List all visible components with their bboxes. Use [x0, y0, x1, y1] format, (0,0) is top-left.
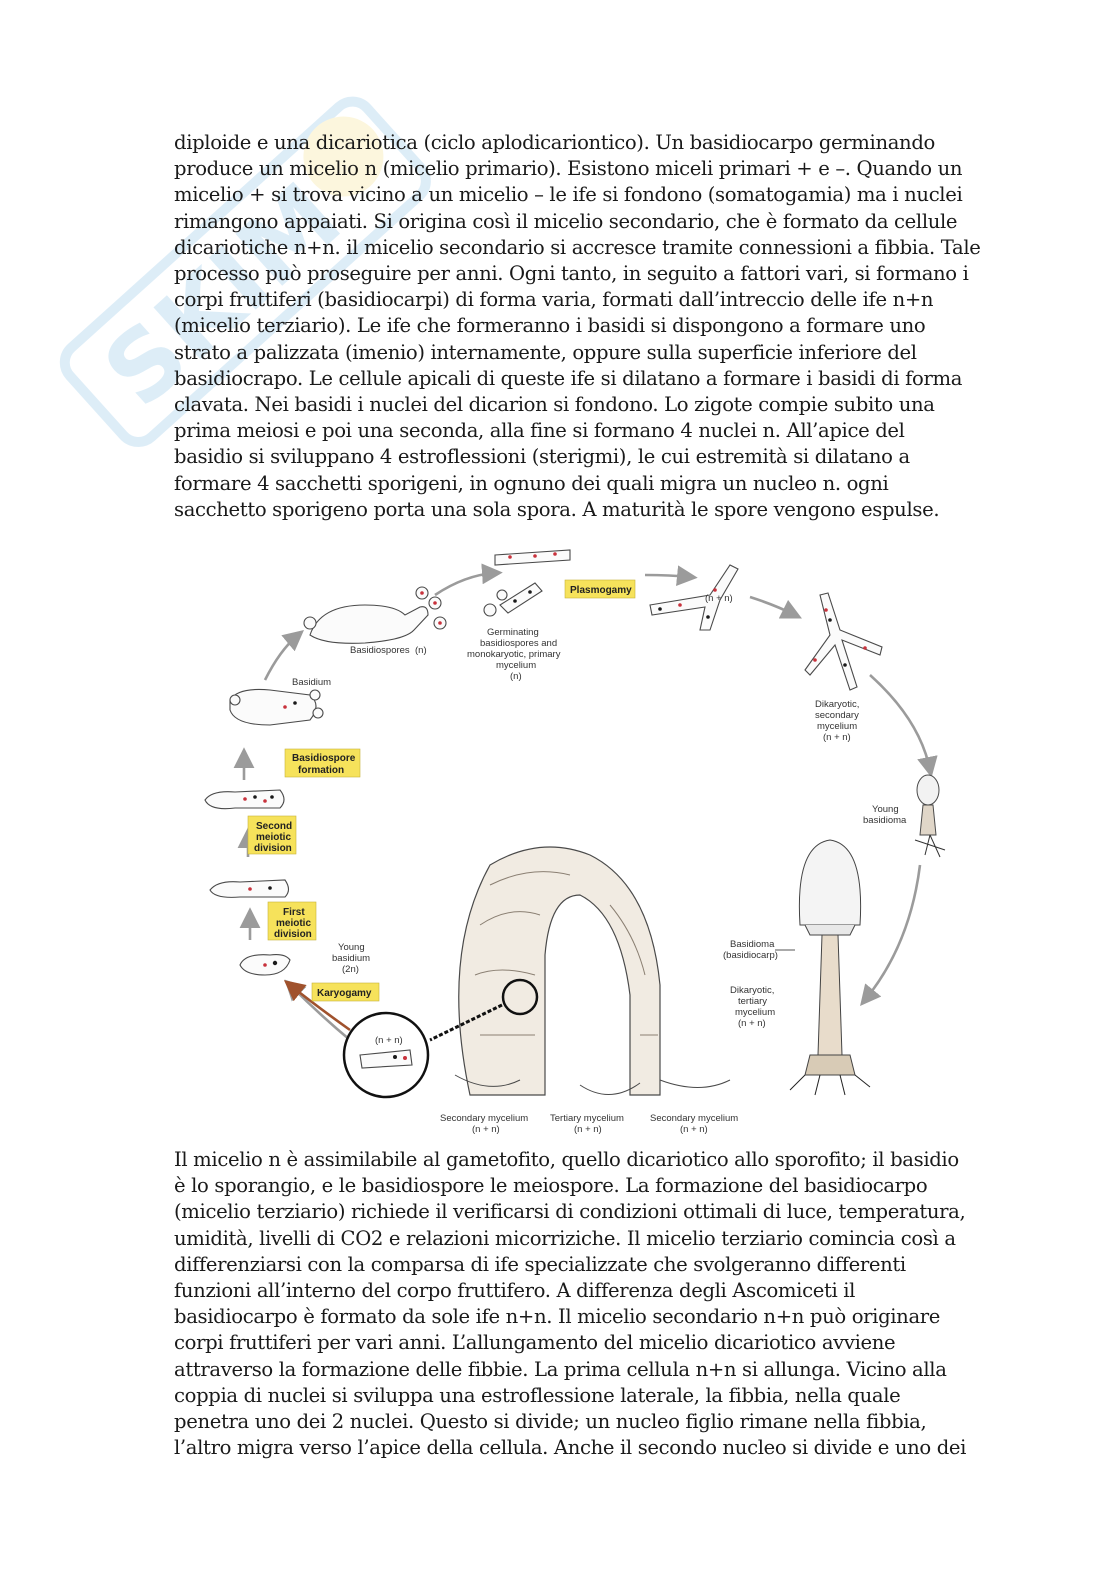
- label-tertiary-1: Dikaryotic,: [730, 985, 775, 996]
- label-dikaryotic-3: mycelium: [817, 721, 858, 732]
- germinating-spores-illustration: [484, 550, 570, 616]
- label-first-meiotic-1: First: [283, 907, 305, 918]
- label-secondary-mycelium-right-ploidy: (n + n): [680, 1124, 708, 1135]
- label-second-meiotic-1: Second: [256, 821, 293, 832]
- label-basidiospores: Basidiospores: [350, 645, 410, 656]
- paragraph-bottom: [174, 1147, 1014, 1461]
- gill-cross-section-illustration: [455, 847, 730, 1095]
- label-young-basidium-1: Young: [338, 942, 365, 953]
- svg-text:SKIM: SKIM: [82, 161, 363, 429]
- text-line: clavata. Nei basidi i nuclei del dicarion si fondono. Lo zigote compie subito una: [174, 393, 935, 417]
- text-line: strato a palizzata (imenio) internamente, oppure sulla superficie inferiore del: [174, 340, 917, 364]
- basidium-illustration: [230, 689, 323, 725]
- mature-basidioma-illustration: [790, 840, 870, 1095]
- label-basidiospore-formation-1: Basidiospore: [292, 753, 356, 764]
- text-line: diploide e una dicariotica (ciclo aplodicariontico). Un basidiocarpo germinando: [174, 131, 935, 154]
- label-secondary-mycelium-left: Secondary mycelium: [440, 1113, 529, 1124]
- text-line: Il micelio n è assimilabile al gametofito, quello dicariotico allo sporofito; il basidio: [174, 1148, 959, 1171]
- label-karyogamy: Karyogamy: [317, 988, 372, 999]
- label-nn-circle: (n + n): [375, 1035, 403, 1046]
- label-young-basidioma-1: Young: [872, 804, 899, 815]
- label-second-meiotic-3: division: [254, 843, 292, 854]
- label-basidiospore-formation-2: formation: [298, 765, 345, 776]
- text-line: è lo sporangio, e le basidiospore le meiospore. La formazione del basidiocarpo: [174, 1174, 928, 1198]
- basidiomycete-life-cycle-figure: [190, 535, 980, 1140]
- label-young-basidium-3: (2n): [342, 964, 359, 975]
- second-meiosis-illustration: [205, 790, 284, 809]
- label-first-meiotic-3: division: [274, 929, 312, 940]
- text-line: processo può proseguire per anni. Ogni tanto, in seguito a fattori vari, si formano i: [174, 262, 969, 286]
- text-line: micelio + si trova vicino a un micelio – le ife si fondono (somatogamia) ma i nuclei: [174, 183, 963, 207]
- text-line: prima meiosi e poi una seconda, alla fine si formano 4 nuclei n. All’apice del: [174, 419, 905, 443]
- text-line: differenziarsi con la comparsa di ife specializzate che svolgeranno differenti: [174, 1252, 906, 1276]
- paragraph-top: [174, 130, 1014, 523]
- text-line: corpi fruttiferi (basidiocarpi) di forma varia, formati dall’intreccio delle ife n+n: [174, 288, 934, 312]
- label-plasmogamy: Plasmogamy: [570, 585, 632, 596]
- label-first-meiotic-2: meiotic: [276, 918, 312, 929]
- text-line: corpi fruttiferi per vari anni. L’allungamento del micelio dicariotico avviene: [174, 1331, 896, 1355]
- label-germinating-1: Germinating: [487, 627, 539, 638]
- label-tertiary-3: mycelium: [735, 1007, 776, 1018]
- text-line: basidiocrapo. Le cellule apicali di queste ife si dilatano a formare i basidi di forma: [174, 366, 963, 390]
- text-line: coppia di nuclei si sviluppa una estroflessione laterale, la fibbia, nella quale: [174, 1383, 901, 1407]
- text-line: (micelio terziario). Le ife che formeranno i basidi si dispongono a formare uno: [174, 314, 926, 338]
- label-basidiospores-ploidy: (n): [415, 645, 427, 656]
- text-line: rimangono appaiati. Si origina così il micelio secondario, che è formato da cellule: [174, 209, 958, 233]
- label-secondary-mycelium-right: Secondary mycelium: [650, 1113, 739, 1124]
- label-basidioma-2: (basidiocarp): [723, 950, 778, 961]
- young-basidium-illustration: [240, 955, 290, 975]
- label-germinating-5: (n): [510, 671, 522, 682]
- label-tertiary-2: tertiary: [738, 996, 768, 1007]
- text-line: l’altro migra verso l’apice della cellula. Anche il secondo nucleo si divide e uno dei: [174, 1436, 967, 1460]
- label-germinating-3: monokaryotic, primary: [467, 649, 561, 660]
- text-line: dicariotiche n+n. il micelio secondario si accresce tramite connessioni a fibbia. Tale: [174, 235, 981, 259]
- text-line: basidiocarpo è formato da sole ife n+n. Il micelio secondario n+n può originare: [174, 1305, 941, 1329]
- label-dikaryotic-4: (n + n): [823, 732, 851, 743]
- text-line: (micelio terziario) richiede il verificarsi di condizioni ottimali di luce, temperatura,: [174, 1200, 966, 1224]
- young-basidioma-illustration: [915, 775, 945, 857]
- label-nn-top: (n + n): [705, 593, 733, 604]
- label-basidioma-1: Basidioma: [730, 939, 775, 950]
- label-tertiary-4: (n + n): [738, 1018, 766, 1029]
- label-tertiary-mycelium-ploidy: (n + n): [574, 1124, 602, 1135]
- first-meiosis-illustration: [210, 880, 289, 897]
- label-basidium: Basidium: [292, 677, 332, 688]
- label-secondary-mycelium-left-ploidy: (n + n): [472, 1124, 500, 1135]
- label-germinating-4: mycelium: [496, 660, 537, 671]
- label-germinating-2: basidiospores and: [480, 638, 558, 649]
- label-second-meiotic-2: meiotic: [256, 832, 292, 843]
- text-line: sacchetto sporigeno porta una sola spora. A maturità le spore vengono espulse.: [174, 497, 940, 521]
- text-line: penetra uno dei 2 nuclei. Questo si divide; un nucleo figlio rimane nella fibbia,: [174, 1410, 927, 1434]
- label-dikaryotic-1: Dikaryotic,: [815, 699, 860, 710]
- label-dikaryotic-2: secondary: [815, 710, 859, 721]
- text-line: basidio si sviluppano 4 estroflessioni (sterigmi), le cui estremità si dilatano a: [174, 445, 910, 469]
- text-line: formare 4 sacchetti sporigeni, in ognuno dei quali migra un nucleo n. ogni: [174, 471, 889, 495]
- text-line: umidità, livelli di CO2 e relazioni micorriziche. Il micelio terziario comincia così a: [174, 1226, 956, 1250]
- text-line: produce un micelio n (micelio primario). Esistono miceli primari + e –. Quando un: [174, 157, 963, 181]
- label-young-basidioma-2: basidioma: [863, 815, 907, 826]
- basidium-with-spores-illustration: [304, 587, 446, 643]
- label-tertiary-mycelium: Tertiary mycelium: [550, 1113, 624, 1124]
- label-young-basidium-2: basidium: [332, 953, 371, 964]
- text-line: funzioni all’interno del corpo fruttifero. A differenza degli Ascomiceti il: [174, 1279, 856, 1303]
- text-line: attraverso la formazione delle fibbie. La prima cellula n+n si allunga. Vicino alla: [174, 1357, 947, 1381]
